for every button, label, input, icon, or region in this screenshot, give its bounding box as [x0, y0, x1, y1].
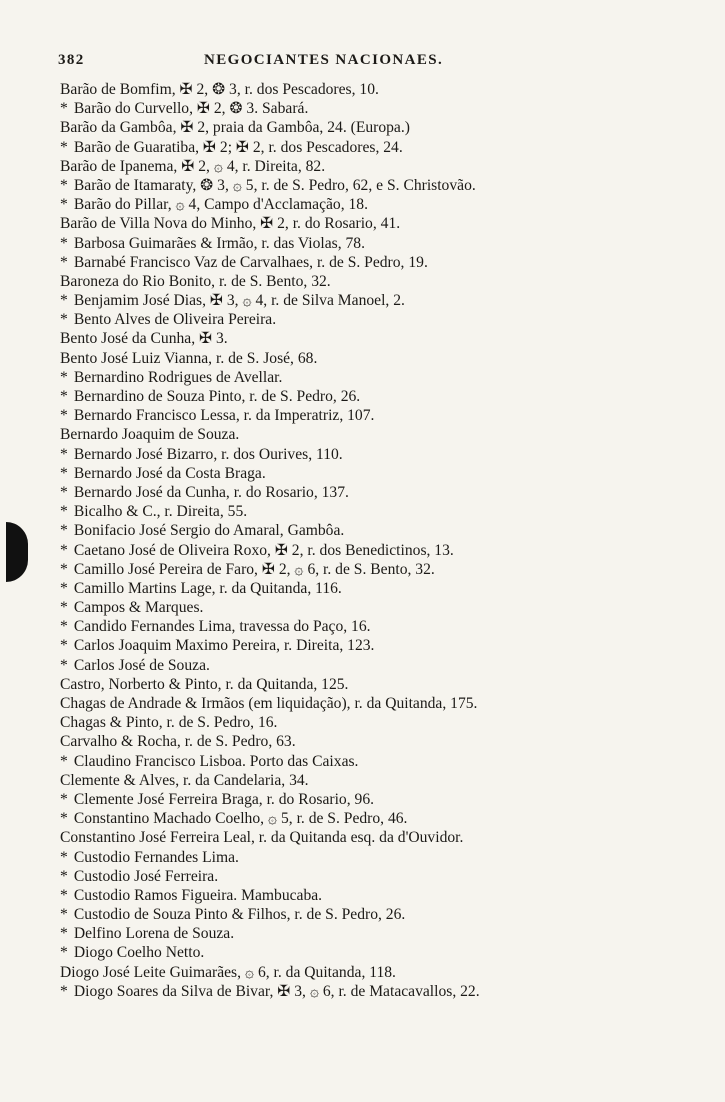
directory-entry: [60, 924, 720, 943]
entry-text: Barão de Itamaraty, ❂ 3, ۞ 5, r. de S. Pedro, 62, e S. Christovão.: [73, 176, 476, 194]
entry-text: Custodio José Ferreira.: [73, 867, 219, 885]
asterisk-mark: *: [60, 176, 68, 194]
asterisk-mark: *: [60, 445, 68, 463]
asterisk-mark: *: [60, 637, 68, 655]
directory-entry: [60, 176, 720, 195]
entry-text: Bernardino Rodrigues de Avellar.: [73, 368, 283, 386]
entry-text: Bernardo José da Cunha, r. do Rosario, 137.: [73, 483, 349, 501]
entry-text: Chagas de Andrade & Irmãos (em liquidação), r. da Quitanda, 175.: [60, 695, 478, 712]
entry-text: Benjamim José Dias, ✠ 3, ۞ 4, r. de Silva Manoel, 2.: [73, 292, 405, 310]
asterisk-mark: *: [60, 234, 68, 252]
directory-entry: [60, 195, 720, 214]
directory-entry: [60, 272, 720, 291]
entry-text: Bernardino de Souza Pinto, r. de S. Pedro, 26.: [73, 388, 361, 405]
directory-entry: [60, 579, 720, 598]
directory-entry: [60, 483, 720, 502]
page-header: [58, 50, 688, 74]
entry-text: Caetano José de Oliveira Roxo, ✠ 2, r. dos Benedictinos, 13.: [73, 541, 454, 559]
asterisk-mark: *: [60, 292, 68, 310]
asterisk-mark: *: [60, 407, 68, 425]
entry-text: Barão da Gambôa, ✠ 2, praia da Gambôa, 24. (Europa.): [60, 119, 410, 137]
entry-text: Bernardo Joaquim de Souza.: [60, 426, 240, 444]
asterisk-mark: *: [60, 522, 68, 540]
entry-text: Constantino Machado Coelho, ۞ 5, r. de S. Pedro, 46.: [73, 810, 408, 828]
binding-shadow-mark: [6, 522, 28, 582]
entry-text: Candido Fernandes Lima, travessa do Paço, 16.: [73, 618, 371, 636]
asterisk-mark: *: [60, 483, 68, 501]
directory-entry: [60, 656, 720, 675]
directory-entry: [60, 406, 720, 425]
asterisk-mark: *: [60, 560, 68, 578]
entry-text: Barnabé Francisco Vaz de Carvalhaes, r. de S. Pedro, 19.: [73, 253, 428, 271]
directory-entry: [60, 694, 720, 713]
directory-entry: [60, 214, 720, 233]
directory-entry: [60, 848, 720, 867]
entry-text: Bento José Luiz Vianna, r. de S. José, 68.: [60, 349, 318, 367]
asterisk-mark: *: [60, 196, 68, 214]
directory-entry: [60, 118, 720, 137]
entry-text: Barão de Ipanema, ✠ 2, ۞ 4, r. Direita, 82.: [60, 157, 326, 175]
directory-entry: [60, 982, 720, 1001]
entry-text: Barão do Pillar, ۞ 4, Campo d'Acclamação, 18.: [73, 196, 369, 214]
entry-text: Baroneza do Rio Bonito, r. de S. Bento, 32.: [60, 272, 331, 290]
directory-entry: [60, 809, 720, 828]
asterisk-mark: *: [60, 368, 68, 386]
entry-text: Camillo José Pereira de Faro, ✠ 2, ۞ 6, r. de S. Bento, 32.: [73, 560, 435, 578]
entry-text: Barão de Guaratiba, ✠ 2; ✠ 2, r. dos Pescadores, 24.: [73, 138, 403, 156]
asterisk-mark: *: [60, 311, 68, 329]
entry-text: Custodio Fernandes Lima.: [73, 848, 239, 866]
directory-entry: [60, 253, 720, 272]
entry-text: Campos & Marques.: [73, 599, 204, 617]
directory-entry: [60, 368, 720, 387]
directory-entry: [60, 99, 720, 118]
asterisk-mark: *: [60, 790, 68, 808]
directory-entry: [60, 541, 720, 560]
entry-text: Claudino Francisco Lisboa. Porto das Caixas.: [73, 752, 359, 770]
page-number: 382: [58, 52, 85, 68]
asterisk-mark: *: [60, 848, 68, 866]
directory-entry: [60, 387, 720, 406]
entry-text: Bento Alves de Oliveira Pereira.: [73, 311, 277, 329]
asterisk-mark: *: [60, 618, 68, 636]
directory-entry: [60, 905, 720, 924]
entry-text: Diogo José Leite Guimarães, ۞ 6, r. da Quitanda, 118.: [60, 963, 396, 981]
entry-text: Carlos José de Souza.: [73, 656, 210, 674]
entry-text: Bernardo José Bizarro, r. dos Ourives, 110.: [73, 445, 343, 463]
directory-entry: [60, 560, 720, 579]
directory-entry: [60, 790, 720, 809]
entry-text: Diogo Coelho Netto.: [73, 944, 205, 962]
directory-entry: [60, 617, 720, 636]
directory-entry: [60, 464, 720, 483]
asterisk-mark: *: [60, 906, 68, 924]
asterisk-mark: *: [60, 752, 68, 770]
asterisk-mark: *: [60, 656, 68, 674]
directory-entry: [60, 425, 720, 444]
directory-entry: [60, 963, 720, 982]
directory-entries: [60, 80, 720, 1001]
entry-text: Bicalho & C., r. Direita, 55.: [73, 503, 248, 521]
entry-text: Carlos Joaquim Maximo Pereira, r. Direita, 123.: [73, 637, 375, 655]
directory-entry: [60, 445, 720, 464]
directory-entry: [60, 502, 720, 521]
directory-entry: [60, 732, 720, 751]
entry-text: Bonifacio José Sergio do Amaral, Gambôa.: [73, 522, 345, 540]
running-title: NEGOCIANTES NACIONAES.: [204, 52, 444, 68]
directory-entry: [60, 157, 720, 176]
asterisk-mark: *: [60, 886, 68, 904]
directory-entry: [60, 752, 720, 771]
entry-text: Constantino José Ferreira Leal, r. da Quitanda esq. da d'Ouvidor.: [60, 829, 464, 847]
directory-entry: [60, 521, 720, 540]
asterisk-mark: *: [60, 925, 68, 943]
directory-entry: [60, 943, 720, 962]
asterisk-mark: *: [60, 388, 68, 405]
asterisk-mark: *: [60, 599, 68, 617]
asterisk-mark: *: [60, 944, 68, 962]
asterisk-mark: *: [60, 541, 68, 559]
entry-text: Custodio Ramos Figueira. Mambucaba.: [73, 886, 323, 904]
asterisk-mark: *: [60, 579, 68, 597]
asterisk-mark: *: [60, 464, 68, 482]
asterisk-mark: *: [60, 982, 68, 1000]
entry-text: Diogo Soares da Silva de Bivar, ✠ 3, ۞ 6, r. de Matacavallos, 22.: [73, 982, 480, 1000]
entry-text: Clemente José Ferreira Braga, r. do Rosario, 96.: [73, 790, 375, 808]
entry-text: Clemente & Alves, r. da Candelaria, 34.: [60, 771, 309, 789]
directory-entry: [60, 828, 720, 847]
asterisk-mark: *: [60, 810, 68, 828]
directory-entry: [60, 80, 720, 99]
directory-entry: [60, 675, 720, 694]
asterisk-mark: *: [60, 253, 68, 271]
directory-entry: [60, 349, 720, 368]
entry-text: Bernardo Francisco Lessa, r. da Imperatriz, 107.: [73, 407, 375, 425]
asterisk-mark: *: [60, 867, 68, 885]
entry-text: Carvalho & Rocha, r. de S. Pedro, 63.: [60, 733, 296, 751]
directory-entry: [60, 291, 720, 310]
entry-text: Camillo Martins Lage, r. da Quitanda, 116.: [73, 579, 342, 597]
directory-entry: [60, 598, 720, 617]
directory-entry: [60, 234, 720, 253]
entry-text: Barbosa Guimarães & Irmão, r. das Violas, 78.: [73, 234, 366, 252]
entry-text: Chagas & Pinto, r. de S. Pedro, 16.: [60, 714, 278, 732]
entry-text: Custodio de Souza Pinto & Filhos, r. de S. Pedro, 26.: [73, 906, 406, 924]
entry-text: Barão de Bomfim, ✠ 2, ❂ 3, r. dos Pescadores, 10.: [60, 81, 379, 98]
directory-entry: [60, 886, 720, 905]
entry-text: Castro, Norberto & Pinto, r. da Quitanda, 125.: [60, 675, 349, 693]
asterisk-mark: *: [60, 138, 68, 156]
directory-entry: [60, 329, 720, 348]
asterisk-mark: *: [60, 100, 68, 118]
directory-entry: [60, 310, 720, 329]
entry-text: Barão do Curvello, ✠ 2, ❂ 3. Sabará.: [73, 100, 309, 118]
entry-text: Barão de Villa Nova do Minho, ✠ 2, r. do Rosario, 41.: [60, 215, 401, 233]
directory-entry: [60, 771, 720, 790]
directory-entry: [60, 636, 720, 655]
directory-entry: [60, 713, 720, 732]
entry-text: Bernardo José da Costa Braga.: [73, 464, 266, 482]
entry-text: Bento José da Cunha, ✠ 3.: [60, 330, 228, 348]
asterisk-mark: *: [60, 503, 68, 521]
directory-entry: [60, 867, 720, 886]
directory-entry: [60, 138, 720, 157]
entry-text: Delfino Lorena de Souza.: [73, 925, 235, 943]
